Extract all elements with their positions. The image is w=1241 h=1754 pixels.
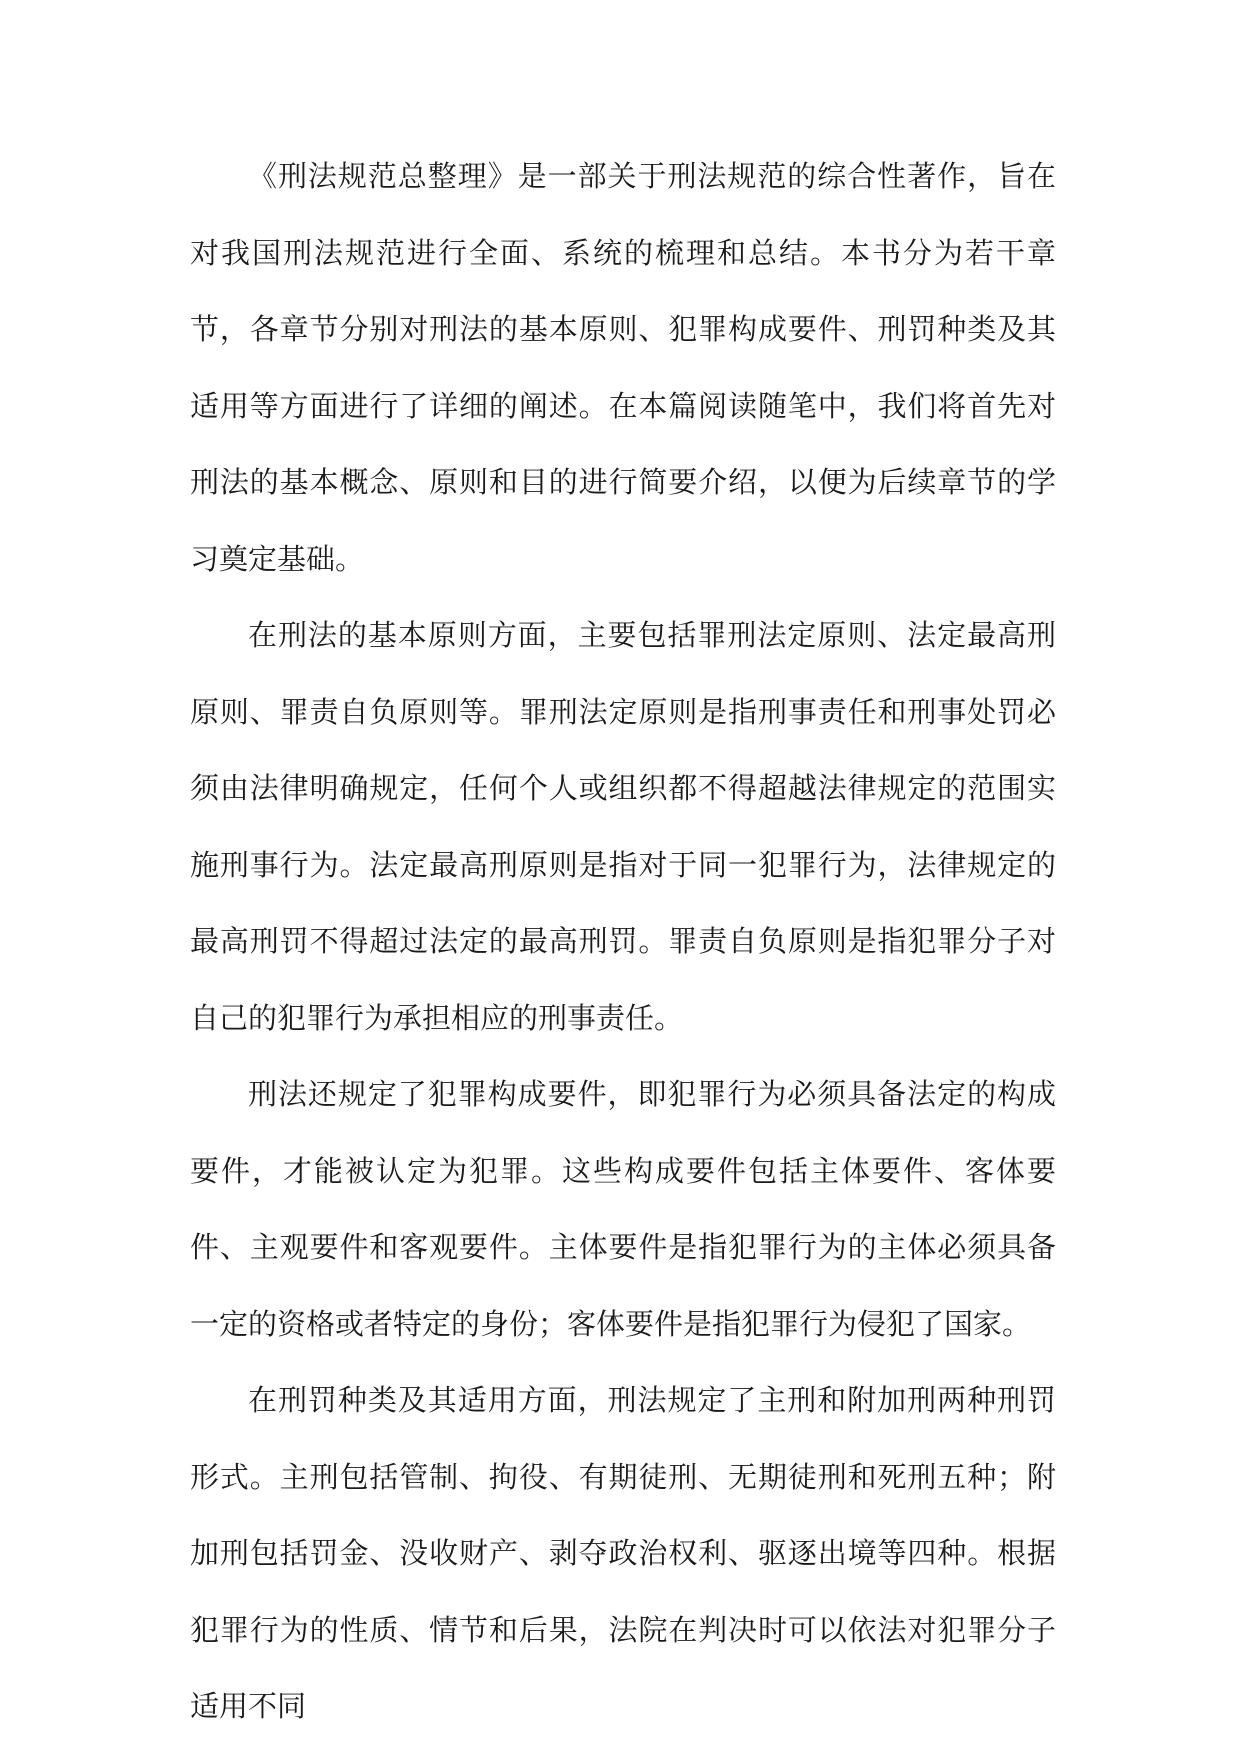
paragraph-1: 《刑法规范总整理》是一部关于刑法规范的综合性著作，旨在对我国刑法规范进行全面、系统的梳理和总结。本书分为若干章节，各章节分别对刑法的基本原则、犯罪构成要件、刑罚种类及其适用等方面进行了详细的阐述。在本篇阅读随笔中，我们将首先对刑法的基本概念、原则和目的进行简要介绍，以便为后续章节的学习奠定基础。 xyxy=(190,159,1056,576)
paragraph-2: 在刑法的基本原则方面，主要包括罪刑法定原则、法定最高刑原则、罪责自负原则等。罪刑法定原则是指刑事责任和刑事处罚必须由法律明确规定，任何个人或组织都不得超越法律规定的范围实施刑事行为。法定最高刑原则是指对于同一犯罪行为，法律规定的最高刑罚不得超过法定的最高刑罚。罪责自负原则是指犯罪分子对自己的犯罪行为承担相应的刑事责任。 xyxy=(190,618,1056,1035)
paragraph-4: 在刑罚种类及其适用方面，刑法规定了主刑和附加刑两种刑罚形式。主刑包括管制、拘役、有期徒刑、无期徒刑和死刑五种；附加刑包括罚金、没收财产、剥夺政治权利、驱逐出境等四种。根据犯罪行为的性质、情节和后果，法院在判决时可以依法对犯罪分子适用不同 xyxy=(190,1383,1056,1723)
document-body xyxy=(190,138,1056,1745)
paragraph-3: 刑法还规定了犯罪构成要件，即犯罪行为必须具备法定的构成要件，才能被认定为犯罪。这些构成要件包括主体要件、客体要件、主观要件和客观要件。主体要件是指犯罪行为的主体必须具备一定的资格或者特定的身份；客体要件是指犯罪行为侵犯了国家。 xyxy=(190,1077,1056,1341)
